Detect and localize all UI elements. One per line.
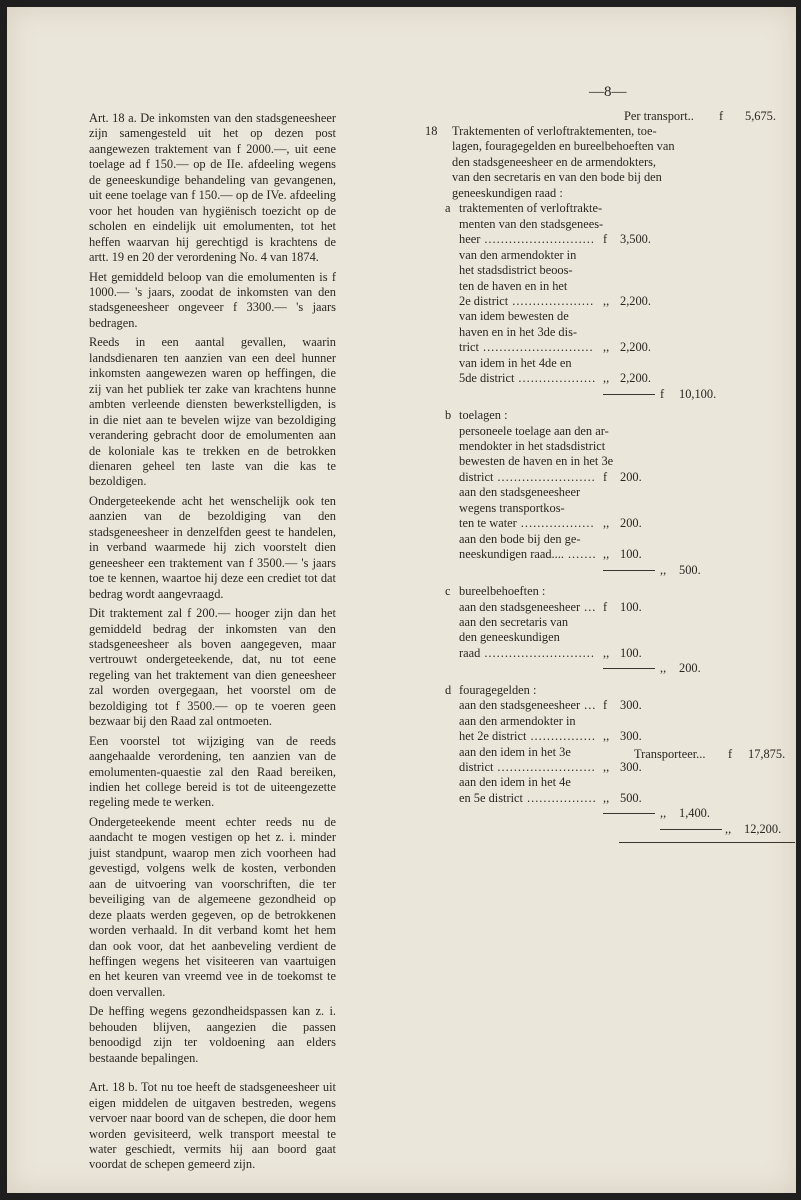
item-label: raad [459,645,481,660]
article-number: 18 [425,124,438,138]
section-header-b: toelagen : [459,408,508,423]
section-header-d: fouragegelden : [459,682,537,697]
leader-dots: ........................... [484,232,595,247]
document-page [7,7,796,1193]
leader-dots: ... [584,599,597,614]
paragraph: Ondergeteekende acht het wenschelijk ook ten aanzien van de bezoldiging van den stadsgeneesheer in denzelfden geest te handelen, in verband waarmede hij zich voorstelt dien geneesheer een traktement van f 3500.— 's jaars toe te kennen, waartoe hij deze een crediet tot dat bedrag wordt aangevraagd. [89,493,336,601]
item-label: district [459,760,494,774]
item-currency: ,, [603,293,610,308]
leader-dots: ........................ [497,760,596,774]
intro-line: Traktementen of verloftraktementen, toe- [452,124,657,138]
item-line: aan den idem in het 4e [459,775,571,790]
item-amount: 2,200. [620,293,651,308]
leader-dots: ... [584,698,597,713]
item-line: van idem bewesten de [459,309,569,324]
item-label: ten te water [459,516,517,531]
intro-line: lagen, fouragegelden en bureelbehoeften van [452,139,675,154]
item-amount: 100. [620,599,642,614]
item-label: neeskundigen raad.... [459,547,564,562]
item-label: 2e district [459,293,509,308]
item-label: 5de district [459,371,515,386]
item-line: aan den armendokter in [459,713,576,728]
item-currency: ,, [603,790,610,805]
item-label: heer [459,232,481,247]
leader-dots: ................. [527,790,597,805]
item-line: wegens transportkos- [459,500,565,515]
page-number: —8— [589,84,627,100]
subtotal-currency-b: ,, [660,562,667,577]
item-amount: 200. [620,516,642,531]
leader-dots: ................... [518,371,597,386]
section-letter-c: c [445,584,451,599]
item-amount: 500. [620,790,642,805]
paragraph: Het gemiddeld beloop van die emolumenten is f 1000.— 's jaars, zoodat de inkomsten van den stadsgeneesheer ongeveer f 3300.— 's jaars bedragen. [89,269,336,330]
item-line: den geneeskundigen [459,630,560,645]
item-label: aan den stadsgeneesheer [459,698,581,713]
per-transport-currency: f [719,109,724,123]
item-line: bewesten de haven en in het 3e [459,454,614,469]
item-line: mendokter in het stadsdistrict [459,439,606,453]
section-letter-b: b [445,408,452,423]
item-amount: 100. [620,547,642,562]
subtotal-amount-b: 500. [679,562,701,577]
item-line: het stadsdistrict beoos- [459,263,573,278]
item-currency: ,, [603,729,610,744]
item-currency: f [603,232,608,247]
item-currency: f [603,469,608,484]
section-letter-a: a [445,201,451,216]
transport-rule [619,842,795,843]
subtotal-rule-c [603,668,655,669]
leader-dots: ........................... [482,340,594,355]
intro-line: geneeskundigen raad : [452,185,563,200]
item-line: ten de haven en in het [459,278,568,293]
item-label: aan den stadsgeneesheer [459,599,581,614]
item-amount: 300. [620,698,642,713]
item-currency: ,, [603,371,610,386]
section-header-a: menten van den stadsgenees- [459,216,604,231]
total-currency: ,, [725,821,732,836]
item-line: personeele toelage aan den ar- [459,423,609,438]
item-currency: ,, [603,645,610,660]
subtotal-rule-d [603,813,655,814]
item-line: aan den stadsgeneesheer [459,485,581,500]
subtotal-amount-c: 200. [679,661,701,676]
total-amount: 12,200. [744,821,782,836]
item-line: van idem in het 4de en [459,355,572,370]
subtotal-amount-d: 1,400. [679,806,710,821]
item-line: haven en in het 3de dis- [459,324,578,339]
leader-dots: ........................... [484,645,595,660]
item-currency: ,, [603,547,610,562]
subtotal-rule-a [603,394,655,395]
item-currency: ,, [603,340,610,355]
leader-dots: ........................ [497,469,596,484]
subtotal-rule-b [603,570,655,571]
section-letter-d: d [445,682,452,697]
leader-dots: .................... [512,293,595,308]
intro-line: den stadsgeneesheer en de armendokters, [452,154,657,169]
transporteer-currency: f [728,747,733,761]
leader-dots: ....... [567,547,597,562]
item-amount: 2,200. [620,371,651,386]
subtotal-amount-a: 10,100. [679,386,717,401]
paragraph: Een voorstel tot wijziging van de reeds aangehaalde verordening, ten aanzien van de emolumenten-quaestie zal den Raad bereiken, indien het college bereid is tot de uiteengezette regeling mede te werken. [89,733,336,810]
paragraph: Ondergeteekende meent echter reeds nu de aandacht te mogen vestigen op het z. i. minder juist standpunt, waarop men zich voorheen had gevestigd, volgens welk de kosten, verbonden aan de uitvoering van voorschriften, die ter beveiliging van de algemeene gezondheid op deze plaats werden gegeven, op de betrokkenen worden verhaald. In dit verband komt het hem dan ook voor, dat het aanbeveling verdient de heffingen wegens het visiteeren van vaartuigen en het keuren van vreemd vee in de toekomst te doen vervallen. [89,814,336,999]
item-line: aan den secretaris van [459,614,569,629]
item-label: district [459,469,494,484]
item-label: en 5e district [459,790,523,805]
item-label: trict [459,340,479,355]
item-currency: ,, [603,516,610,531]
budget-column [7,7,796,1193]
paragraph-art-18a: Art. 18 a. De inkomsten van den stadsgeneesheer zijn samengesteld uit het op dezen post aangewezen traktement van f 2000.—, uit eene toelage ad f 150.— op de IIe. afdeeling wegens de geneeskundige behandeling van gevangenen, uit eene toelage van f 150.— op de IVe. afdeeling voor het houden van hygiënisch toezicht op de scholen en eindelijk uit emolumenten, tot het heffen waarvan hij gerechtigd is krachtens de artt. 19 en 20 der verordening No. 4 van 1874. [89,111,336,265]
item-currency: f [603,599,608,614]
item-amount: 100. [620,645,642,660]
item-line: aan den idem in het 3e [459,744,571,759]
leader-dots: .................. [520,516,595,531]
item-amount: 3,500. [620,232,651,247]
paragraph: De heffing wegens gezondheidspassen kan z. i. behouden blijven, aangezien die passen benoodigd zijn ter voldoening aan elders bestaande bepalingen. [89,1004,336,1065]
total-rule [660,829,722,830]
item-line: aan den bode bij den ge- [459,531,581,546]
subtotal-currency-d: ,, [660,806,667,821]
section-header-c: bureelbehoeften : [459,584,546,599]
section-header-a: traktementen of verloftrakte- [459,201,603,216]
subtotal-currency-a: f [660,386,665,401]
transporteer-value: 17,875. [748,747,786,761]
subtotal-currency-c: ,, [660,661,667,676]
item-currency: f [603,698,608,713]
leader-dots: ................ [530,729,597,744]
item-currency: ,, [603,760,610,774]
intro-line: van den secretaris en van den bode bij den [452,170,662,185]
item-line: van den armendokter in [459,247,577,262]
item-amount: 200. [620,469,642,484]
item-label: het 2e district [459,729,527,744]
per-transport-value: 5,675. [745,109,776,123]
paragraph: Reeds in een aantal gevallen, waarin landsdienaren ten aanzien van een deel hunner inkomsten aangewezen waren op heffingen, die zij van het publiek ter zake van krachtens hunne ambten verleende diensten bewerkstelligden, is in die niet aan te bevelen wijze van bezoldiging verandering gebracht door de emolumenten aan de koloniale kas te trekken en de betrokken dienaren geheel ten laste van die kas te bezoldigen. [89,335,336,489]
paragraph: Dit traktement zal f 200.— hooger zijn dan het gemiddeld bedrag der inkomsten van den stadsgeneesheer als boven aangegeven, maar vertrouwt ondergeteekende, dat, nu tot eene regeling van het traktement van dien geneesheer zal worden overgegaan, het voorstel om de bezoldiging tot f 3500.— op te voeren geen bezwaar bij den Raad zal ontmoeten. [89,606,336,729]
item-amount: 300. [620,760,642,774]
item-amount: 2,200. [620,340,651,355]
per-transport-label: Per transport.. [624,109,694,123]
paragraph-art-18b: Art. 18 b. Tot nu toe heeft de stadsgeneesheer uit eigen middelen de uitgaven bestreden, wegens vervoer naar boord van de schepen, die door hem worden gevisiteerd, welk transport meestal te water geschiedt, vermits hij aan boord gaat voordat de schepen gemeerd zijn. [89,1080,336,1172]
transporteer-label: Transporteer... [634,747,706,761]
item-amount: 300. [620,729,642,744]
